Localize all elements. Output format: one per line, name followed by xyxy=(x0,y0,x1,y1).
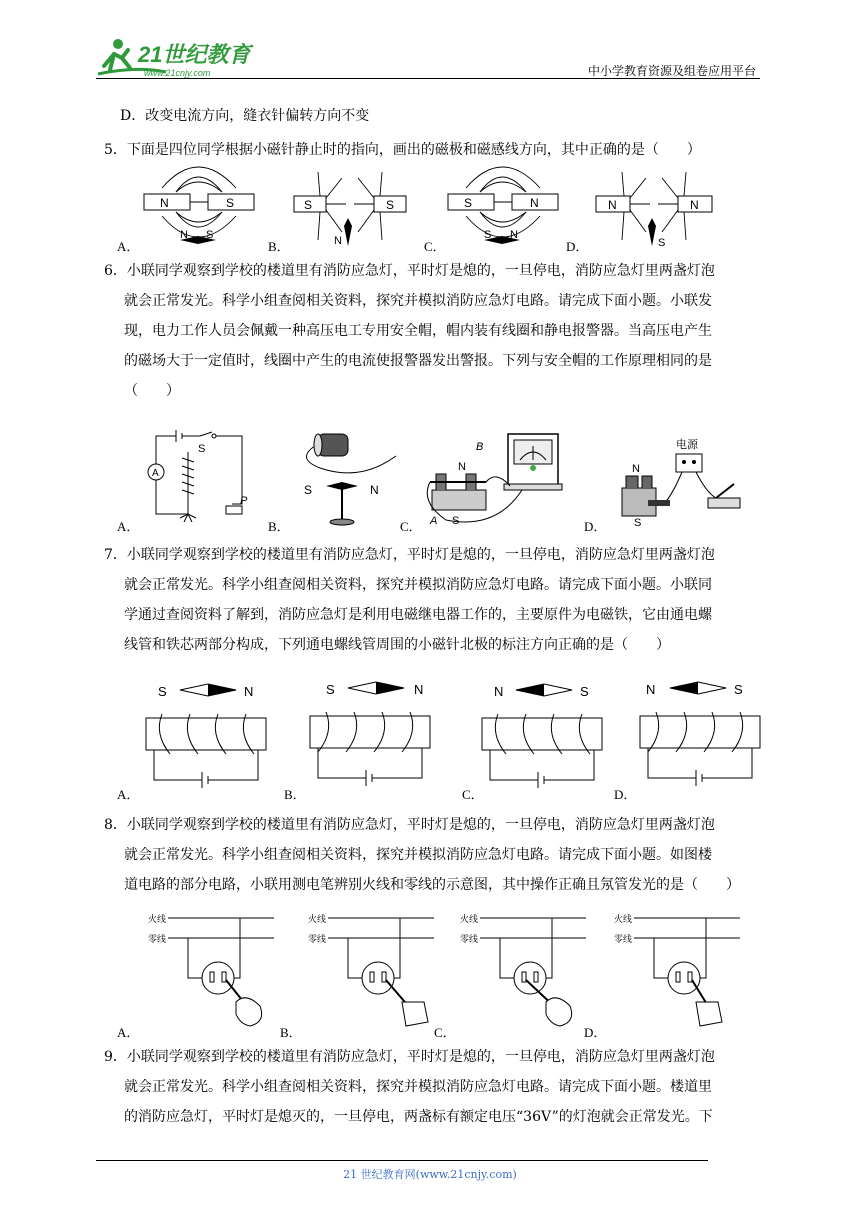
q7-figure-a xyxy=(140,676,272,796)
q4-option-d: D．改变电流方向，缝衣针偏转方向不变 xyxy=(120,108,370,124)
svg-text:A: A xyxy=(430,515,438,527)
svg-text:N: N xyxy=(608,198,617,212)
svg-text:N: N xyxy=(510,229,518,241)
svg-text:火线: 火线 xyxy=(148,914,167,924)
q6-option-a[interactable]: A． xyxy=(117,519,140,534)
svg-text:N: N xyxy=(334,235,342,247)
q6-option-c[interactable]: C． xyxy=(400,519,422,534)
svg-text:火线: 火线 xyxy=(614,914,633,924)
q8-figure-b xyxy=(306,906,436,1032)
svg-text:零线: 零线 xyxy=(308,934,327,944)
svg-text:N: N xyxy=(244,684,254,699)
svg-text:N: N xyxy=(632,463,640,475)
svg-text:火线: 火线 xyxy=(460,914,479,924)
svg-text:电源: 电源 xyxy=(676,439,698,451)
svg-text:N: N xyxy=(180,229,188,241)
q6-option-d[interactable]: D． xyxy=(584,519,607,534)
q6-figure-a xyxy=(140,428,252,528)
svg-text:N: N xyxy=(160,196,169,210)
svg-text:S: S xyxy=(658,237,666,249)
svg-text:N: N xyxy=(530,196,539,210)
q7-figure-b xyxy=(304,674,436,794)
q8-option-a[interactable]: A． xyxy=(117,1025,140,1040)
svg-text:S: S xyxy=(634,517,642,528)
q5-option-b[interactable]: B． xyxy=(268,239,290,254)
q8-option-d[interactable]: D． xyxy=(584,1025,607,1040)
svg-text:零线: 零线 xyxy=(460,934,479,944)
q5-figure-a xyxy=(140,166,258,250)
q7-stem: 7．小联同学观察到学校的楼道里有消防应急灯，平时灯是熄的，一旦停电，消防应急灯里两盏灯泡 就会正常发光。科学小组查阅相关资料，探究并模拟消防应急灯电路。请完成下面小题。小联同 学通过查阅资料了解到，消防应急灯是利用电磁继电器工作的，主要原件为电磁铁，它由通电螺 线管和铁芯两部分构成，下列通电螺线管周围的小磁针北极的标注方向正确的是（ ） xyxy=(104,547,715,653)
svg-text:N: N xyxy=(494,684,504,699)
site-logo xyxy=(96,36,266,80)
svg-text:零线: 零线 xyxy=(614,934,633,944)
q6-stem: 6．小联同学观察到学校的楼道里有消防应急灯，平时灯是熄的，一旦停电，消防应急灯里两盏灯泡 就会正常发光。科学小组查阅相关资料，探究并模拟消防应急灯电路。请完成下面小题。小联发 现，电力工作人员会佩戴一种高压电工专用安全帽，帽内装有线圈和静电报警器。当高压电产生 的磁场大于一定值时，线圈中产生的电流使报警器发出警报。下列与安全帽的工作原理相同的是 （ ） xyxy=(104,263,715,399)
q7-option-b[interactable]: B． xyxy=(284,787,306,802)
svg-text:21世纪教育: 21世纪教育 xyxy=(138,42,251,67)
q8-figure-a xyxy=(146,906,276,1032)
q5-option-d[interactable]: D． xyxy=(566,239,589,254)
footer-link[interactable]: 21 世纪教育网(www.21cnjy.com) xyxy=(343,1168,517,1181)
q5-option-a[interactable]: A． xyxy=(117,239,140,254)
svg-text:S: S xyxy=(304,198,313,212)
svg-text:S: S xyxy=(734,682,743,697)
svg-text:www.21cnjy.com: www.21cnjy.com xyxy=(144,68,211,78)
q6-figure-b xyxy=(290,428,404,528)
q8-option-c[interactable]: C． xyxy=(434,1025,456,1040)
svg-text:S: S xyxy=(580,684,589,699)
svg-text:S: S xyxy=(206,229,214,241)
header-divider xyxy=(96,78,760,79)
q6-figure-d xyxy=(612,436,752,528)
svg-text:A: A xyxy=(152,468,159,479)
q9-stem: 9．小联同学观察到学校的楼道里有消防应急灯，平时灯是熄的，一旦停电，消防应急灯里两盏灯泡 就会正常发光。科学小组查阅相关资料，探究并模拟消防应急灯电路。请完成下面小题。楼道里 的消防应急灯，平时灯是熄灭的，一旦停电，两盏标有额定电压“36V”的灯泡就会正常发光。下 xyxy=(104,1049,715,1125)
q8-option-b[interactable]: B． xyxy=(280,1025,302,1040)
q5-figure-c xyxy=(444,166,562,250)
svg-text:火线: 火线 xyxy=(308,914,327,924)
svg-text:S: S xyxy=(326,682,335,697)
svg-text:P: P xyxy=(240,495,248,507)
svg-text:S: S xyxy=(464,196,473,210)
q8-figure-d xyxy=(612,906,742,1032)
q7-figure-d xyxy=(634,674,766,794)
q7-option-a[interactable]: A． xyxy=(117,787,140,802)
svg-text:S: S xyxy=(198,443,206,455)
q6-figure-c xyxy=(426,430,572,530)
svg-text:N: N xyxy=(414,682,424,697)
platform-name: 中小学教育资源及组卷应用平台 xyxy=(587,64,756,78)
svg-text:S: S xyxy=(304,483,313,497)
q8-stem: 8．小联同学观察到学校的楼道里有消防应急灯，平时灯是熄的，一旦停电，消防应急灯里两盏灯泡 就会正常发光。科学小组查阅相关资料，探究并模拟消防应急灯电路。请完成下面小题。如图楼 道电路的部分电路，小联用测电笔辨别火线和零线的示意图，其中操作正确且氖管发光的是（ ） xyxy=(104,817,740,893)
q6-option-b[interactable]: B． xyxy=(268,519,290,534)
svg-text:N: N xyxy=(690,198,699,212)
svg-text:S: S xyxy=(484,229,492,241)
q7-figure-c xyxy=(476,676,608,796)
svg-text:S: S xyxy=(158,684,167,699)
q7-option-c[interactable]: C． xyxy=(462,787,484,802)
q7-option-d[interactable]: D． xyxy=(614,787,637,802)
q5-option-c[interactable]: C． xyxy=(424,239,446,254)
svg-text:B: B xyxy=(476,441,484,453)
svg-text:S: S xyxy=(452,515,460,527)
svg-text:S: S xyxy=(386,198,395,212)
svg-text:零线: 零线 xyxy=(148,934,167,944)
svg-text:N: N xyxy=(370,483,379,497)
svg-text:N: N xyxy=(458,461,466,473)
footer-divider xyxy=(96,1160,708,1161)
q8-figure-c xyxy=(458,906,588,1032)
svg-text:N: N xyxy=(646,682,656,697)
svg-text:S: S xyxy=(226,196,235,210)
q5-figure-d xyxy=(592,166,716,250)
q5-stem: 5．下面是四位同学根据小磁针静止时的指向，画出的磁极和磁感线方向，其中正确的是（ ） xyxy=(104,142,701,158)
q5-figure-b xyxy=(290,166,410,250)
